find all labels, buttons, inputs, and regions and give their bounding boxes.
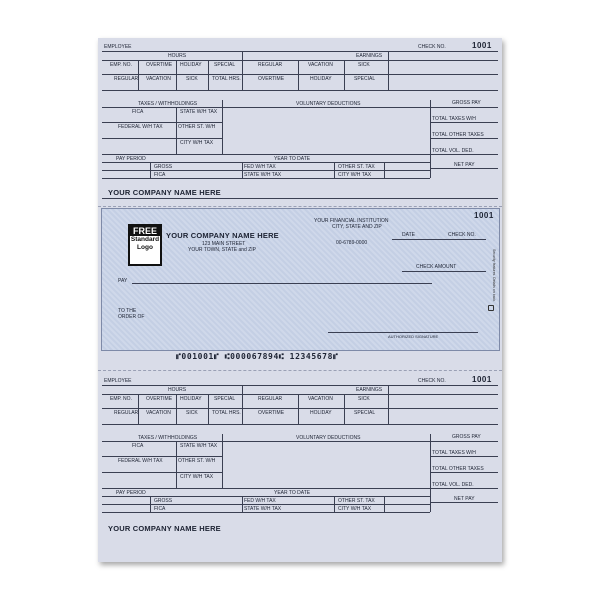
check-number: 1001 [474,211,494,220]
ytd-label: YEAR TO DATE [274,156,311,162]
hours-header-2: HOURS [168,387,187,393]
other-st-label: OTHER ST. W/H [178,124,216,130]
check-no-label-check: CHECK NO. [448,232,476,238]
voluntary-header-2: VOLUNTARY DEDUCTIONS [296,435,361,441]
total-vol-ded-label-2: TOTAL VOL. DED. [432,482,474,488]
employee-label-2: EMPLOYEE [104,378,132,384]
check-amount-label: CHECK AMOUNT [416,264,457,270]
stub-check-number-2: 1001 [472,375,492,384]
total-taxes-wh-label-2: TOTAL TAXES W/H [432,450,476,456]
special-earnings-label-2: SPECIAL [354,410,376,416]
city-wh-label-2: CITY W/H TAX [180,474,214,480]
security-features-text: Security features. Details on back. [492,249,496,303]
check-no-label-2: CHECK NO. [418,378,446,384]
hours-header: HOURS [168,53,187,59]
sick-label: SICK [358,62,370,68]
fed-wh-label-2: FED W/H TAX [244,498,276,504]
company-town: YOUR TOWN, STATE and ZIP [188,247,256,253]
federal-wh-label: FEDERAL W/H TAX [118,124,163,130]
total-hrs-label-2: TOTAL HRS. [212,410,241,416]
micr-line: ⑈001001⑈ ⑆000067894⑆ 12345678⑈ [176,352,339,361]
earnings-header-2: EARNINGS [356,387,383,393]
routing-fraction: 00-6789-0000 [336,240,368,246]
free-standard-logo: FREE Standard Logo [128,224,162,266]
total-other-taxes-label-2: TOTAL OTHER TAXES [432,466,484,472]
federal-wh-label-2: FEDERAL W/H TAX [118,458,163,464]
fica-label: FICA [132,109,144,115]
net-pay-label: NET PAY [454,162,475,168]
other-st-label-2: OTHER ST. W/H [178,458,216,464]
pay-period-label: PAY PERIOD [116,156,146,162]
company-street: 123 MAIN STREET [202,241,246,247]
stub-bottom [98,372,502,562]
overtime-label: OVERTIME [146,62,173,68]
bank-name: YOUR FINANCIAL INSTITUTION [314,218,389,224]
vacation-hours-label: VACATION [146,76,171,82]
sick-hours-label: SICK [186,76,198,82]
emp-no-label: EMP. NO. [110,62,132,68]
city-wh-ytd-label: CITY W/H TAX [338,172,372,178]
other-st-tax-label: OTHER ST. TAX [338,164,375,170]
regular-label-2: REGULAR [258,396,283,402]
city-wh-ytd-label-2: CITY W/H TAX [338,506,372,512]
check-company-name: YOUR COMPANY NAME HERE [166,231,279,240]
total-vol-ded-label: TOTAL VOL. DED. [432,148,474,154]
signature-line [328,332,478,333]
order-of-label: ORDER OF [118,314,145,320]
gross-pay-label: GROSS PAY [452,100,481,106]
regular-hours-label-2: REGULAR [114,410,139,416]
overtime-earnings-label-2: OVERTIME [258,410,285,416]
holiday-label-2: HOLIDAY [180,396,202,402]
fica-ytd-label-2: FICA [154,506,166,512]
bank-city: CITY, STATE AND ZIP [332,224,382,230]
holiday-earnings-label-2: HOLIDAY [310,410,332,416]
pay-period-label-2: PAY PERIOD [116,490,146,496]
stub-top-company-name: YOUR COMPANY NAME HERE [108,188,221,197]
sick-label-2: SICK [358,396,370,402]
ytd-label-2: YEAR TO DATE [274,490,311,496]
sick-hours-label-2: SICK [186,410,198,416]
pay-label: PAY [118,278,128,284]
vacation-label-2: VACATION [308,396,333,402]
state-wh-label-2: STATE W/H TAX [180,443,218,449]
check-no-label: CHECK NO. [418,44,446,50]
vacation-label: VACATION [308,62,333,68]
stub-check-number: 1001 [472,41,492,50]
holiday-label: HOLIDAY [180,62,202,68]
employee-label: EMPLOYEE [104,44,132,50]
voluntary-header: VOLUNTARY DEDUCTIONS [296,101,361,107]
fica-ytd-label: FICA [154,172,166,178]
padlock-icon [488,305,494,311]
city-wh-label: CITY W/H TAX [180,140,214,146]
date-label: DATE [402,232,415,238]
state-wh-label: STATE W/H TAX [180,109,218,115]
holiday-earnings-label: HOLIDAY [310,76,332,82]
gross-label: GROSS [154,164,173,170]
taxes-header-2: TAXES / WITHHOLDINGS [138,435,198,441]
total-hrs-label: TOTAL HRS. [212,76,241,82]
net-pay-label-2: NET PAY [454,496,475,502]
perforation-bottom [98,370,502,371]
total-taxes-wh-label: TOTAL TAXES W/H [432,116,476,122]
state-wh-ytd-label: STATE W/H TAX [244,172,282,178]
special-earnings-label: SPECIAL [354,76,376,82]
regular-hours-label: REGULAR [114,76,139,82]
earnings-header: EARNINGS [356,53,383,59]
fica-label-2: FICA [132,443,144,449]
authorized-signature-label: AUTHORIZED SIGNATURE [388,334,439,339]
stub-bottom-company-name: YOUR COMPANY NAME HERE [108,524,221,533]
gross-label-2: GROSS [154,498,173,504]
other-st-tax-label-2: OTHER ST. TAX [338,498,375,504]
vacation-hours-label-2: VACATION [146,410,171,416]
special-label: SPECIAL [214,62,236,68]
stub-top [98,38,502,206]
check-body [101,208,500,351]
overtime-label-2: OVERTIME [146,396,173,402]
taxes-header: TAXES / WITHHOLDINGS [138,101,198,107]
emp-no-label-2: EMP. NO. [110,396,132,402]
gross-pay-label-2: GROSS PAY [452,434,481,440]
to-the-label: TO THE [118,308,137,314]
fed-wh-label: FED W/H TAX [244,164,276,170]
state-wh-ytd-label-2: STATE W/H TAX [244,506,282,512]
regular-label: REGULAR [258,62,283,68]
total-other-taxes-label: TOTAL OTHER TAXES [432,132,484,138]
perforation-top [98,206,502,207]
check-sheet [98,38,502,562]
overtime-earnings-label: OVERTIME [258,76,285,82]
special-label-2: SPECIAL [214,396,236,402]
